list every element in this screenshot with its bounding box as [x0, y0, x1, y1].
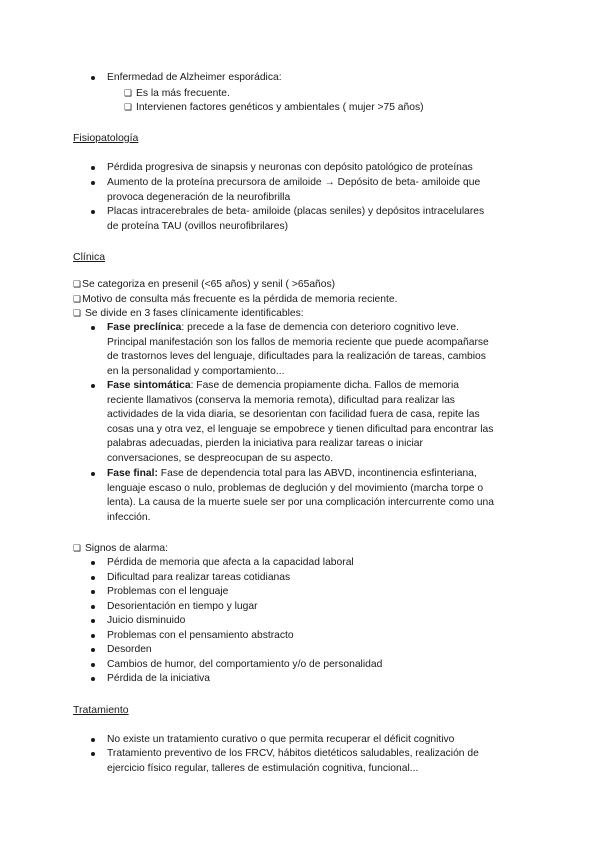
alarm-item: Juicio disminuido — [107, 615, 186, 626]
fisio-line: Aumento de la proteína precursora de amiloide → Depósito de beta- amiloide que — [107, 177, 481, 188]
fisio-item — [107, 176, 480, 205]
top-sub-text: Intervienen factores genéticos y ambientales ( mujer >75 años) — [135, 102, 424, 113]
section-heading-tratamiento: Tratamiento — [73, 704, 129, 716]
fisio-item — [107, 161, 473, 176]
section-heading-fisiopatologia: Fisiopatología — [73, 132, 139, 144]
alarm-item: Problemas con el lenguaje — [107, 586, 229, 597]
top-list-item: Enfermedad de Alzheimer esporádica: — [107, 72, 282, 83]
phase-title: Fase preclínica — [107, 322, 182, 333]
checkbox-icon: ❏ — [124, 102, 133, 112]
phase-line: de trastornos leves del lenguaje, dificultades para la realización de tareas, cambios — [107, 351, 486, 363]
clinica-box-text: Se divide en 3 fases clínicamente identificables: — [82, 308, 304, 319]
alarm-title: Signos de alarma: — [82, 543, 168, 554]
phase-title: Fase final: — [107, 468, 158, 479]
bullet-dot — [91, 648, 95, 652]
fisio-line: provoca degeneración de la neurofibrilla — [107, 191, 291, 203]
phase-line: cosas una y otra vez, el lenguaje se empobrece y tienen dificultad para encontrar las — [107, 423, 494, 435]
fisio-line: Pérdida progresiva de sinapsis y neuronas con depósito patológico de proteínas — [107, 162, 473, 173]
phase-line: Principal manifestación son los fallos de memoria reciente que puede acompañarse — [107, 336, 489, 348]
checkbox-icon: ❏ — [73, 543, 82, 553]
checkbox-icon: ❏ — [73, 294, 82, 304]
alarm-heading — [73, 541, 168, 557]
clinica-box-text: Se categoriza en presenil (<65 años) y senil ( >65años) — [82, 279, 336, 290]
phase-line: lenguaje escaso o nulo, problemas de deglución y del movimiento (marcha torpe o — [107, 482, 484, 494]
bullet-dot — [91, 166, 95, 170]
phase-line: reciente llamativos (conserva la memoria remota), dificultad para realizar las — [107, 394, 455, 406]
alarm-item: Desorientación en tiempo y lugar — [107, 601, 258, 612]
bullet-dot — [91, 663, 95, 667]
checkbox-icon: ❏ — [73, 308, 82, 318]
bullet-dot — [91, 752, 95, 756]
bullet-dot — [91, 181, 95, 185]
alarm-item: Dificultad para realizar tareas cotidianas — [107, 572, 291, 583]
phase-item-sintomatica — [107, 379, 493, 467]
top-sub-item — [124, 100, 424, 116]
phase-line: en la personalidad y comportamiento... — [107, 365, 285, 377]
bullet-dot — [91, 326, 95, 330]
bullet-dot — [91, 590, 95, 594]
clinica-box-item — [73, 306, 304, 322]
bullet-dot — [91, 677, 95, 681]
phase-line: infección. — [107, 511, 151, 523]
alarm-item: Problemas con el pensamiento abstracto — [107, 630, 294, 641]
phase-text: : Fase de demencia propiamente dicha. Fallos de memoria — [190, 380, 459, 391]
checkbox-icon: ❏ — [73, 279, 82, 289]
clinica-box-item — [73, 277, 335, 293]
phase-line: palabras adecuadas, pierden la iniciativa para realizar tareas o iniciar — [107, 438, 423, 450]
bullet-dot — [91, 738, 95, 742]
bullet-dot — [91, 561, 95, 565]
bullet-dot — [91, 472, 95, 476]
tratamiento-line: Tratamiento preventivo de los FRCV, hábitos dietéticos saludables, realización de — [107, 748, 479, 759]
fisio-line: Placas intracerebrales de beta- amiloide (placas seniles) y depósitos intracelulares — [107, 206, 485, 217]
phase-text: : precede a la fase de demencia con deterioro cognitivo leve. — [181, 322, 460, 333]
bullet-dot — [91, 634, 95, 638]
bullet-dot — [91, 619, 95, 623]
clinica-box-text: Motivo de consulta más frecuente es la pérdida de memoria reciente. — [82, 294, 398, 305]
bullet-dot — [91, 605, 95, 609]
phase-item-final — [107, 467, 494, 525]
checkbox-icon: ❏ — [124, 88, 133, 98]
alarm-item: Pérdida de memoria que afecta a la capacidad laboral — [107, 557, 354, 568]
alarm-item: Cambios de humor, del comportamiento y/o de personalidad — [107, 659, 383, 670]
bullet-dot — [91, 76, 95, 80]
bullet-dot — [91, 384, 95, 388]
bullet-dot — [91, 210, 95, 214]
tratamiento-item — [107, 733, 454, 748]
phase-line: actividades de la vida diaria, se desorientan con facilidad fuera de casa, repite las — [107, 409, 480, 421]
top-sub-text: Es la más frecuente. — [135, 88, 230, 99]
bullet-dot — [91, 576, 95, 580]
phase-text: Fase de dependencia total para las ABVD, incontinencia esfinteriana, — [157, 468, 477, 479]
tratamiento-item — [107, 747, 479, 776]
tratamiento-line: ejercicio físico regular, talleres de estimulación cognitiva, funcional... — [107, 762, 419, 774]
alarm-item: Pérdida de la iniciativa — [107, 673, 211, 684]
phase-line: conversaciones, se despreocupan de su aspecto. — [107, 452, 334, 464]
tratamiento-line: No existe un tratamiento curativo o que permita recuperar el déficit cognitivo — [107, 734, 455, 745]
phase-item-preclinica — [107, 321, 489, 379]
section-heading-clinica: Clínica — [73, 251, 106, 263]
phase-title: Fase sintomática — [107, 380, 191, 391]
alarm-item: Desorden — [107, 644, 152, 655]
phase-line: lenta). La causa de la muerte suele ser por una complicación intercurrente como una — [107, 497, 494, 509]
fisio-line: de proteína TAU (ovillos neurofibrilares) — [107, 220, 289, 232]
fisio-item — [107, 205, 484, 234]
